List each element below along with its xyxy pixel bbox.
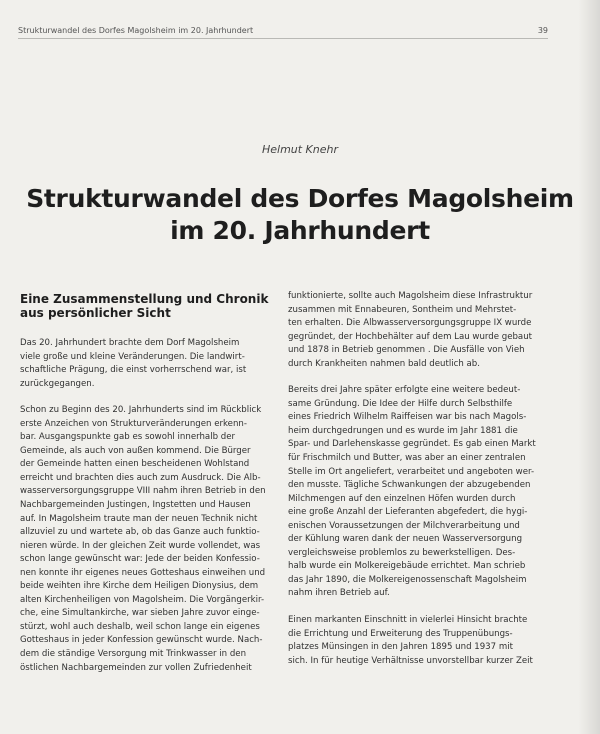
paragraph [288, 290, 552, 371]
text-line: ten erhalten. Die Albwasserversorgungsgruppe IX wurde [288, 318, 532, 329]
author-name: Helmut Knehr [261, 143, 339, 156]
text-line: che, eine Simultankirche, war sieben Jahre zuvor einge- [20, 608, 260, 619]
page-fold-shadow [578, 0, 600, 734]
text-line: same Gründung. Die Idee der Hilfe durch Selbsthilfe [288, 398, 513, 409]
text-line: wasserversorgungsgruppe VIII nahm ihren Betrieb in den [20, 486, 266, 497]
text-line: die Errichtung und Erweiterung des Truppenübungs- [288, 628, 513, 639]
text-line: allzuviel zu und wartete ab, ob das Ganze auch funktio- [20, 527, 260, 538]
text-line: eines Friedrich Wilhelm Raiffeisen war bis nach Magols- [288, 412, 527, 423]
title-line: Strukturwandel des Dorfes Magolsheim [26, 184, 574, 213]
text-line: Bereits drei Jahre später erfolgte eine weitere bedeut- [288, 385, 521, 396]
page-number: 39 [537, 26, 548, 35]
article-title [20, 183, 580, 247]
text-line: Das 20. Jahrhundert brachte dem Dorf Magolsheim [20, 338, 240, 348]
text-line: durch Krankheiten nahmen bald deutlich ab. [288, 358, 480, 369]
title-line: im 20. Jahrhundert [170, 216, 430, 245]
paragraph [288, 614, 552, 668]
paragraph [20, 404, 284, 675]
text-line: alten Kirchenheiligen von Magolsheim. Die Vorgängerkir- [20, 594, 265, 605]
paragraph [20, 337, 284, 391]
text-line: beide weihten ihre Kirche dem Heiligen Dionysius, dem [20, 581, 259, 592]
paragraph [288, 384, 552, 601]
text-line: Stelle im Ort angeliefert, verarbeitet und angeboten wer- [288, 466, 535, 477]
text-line: Nachbargemeinden Justingen, Ingstetten und Hausen [20, 500, 251, 511]
running-head-title: Strukturwandel des Dorfes Magolsheim im 20. Jahrhundert [18, 26, 254, 35]
text-line: zusammen mit Ennabeuren, Sontheim und Mehrstet- [288, 304, 517, 315]
text-line: platzes Münsingen in den Jahren 1895 und 1937 mit [288, 642, 513, 653]
right-column [288, 290, 552, 681]
text-line: den musste. Tägliche Schwankungen der abzugebenden [288, 480, 531, 491]
text-line: schaftliche Prägung, die einst vorherrschend war, ist [20, 365, 247, 376]
text-line: stürzt, wohl auch deshalb, weil schon lange ein eigenes [20, 621, 260, 632]
text-line: Schon zu Beginn des 20. Jahrhunderts sind im Rückblick [20, 405, 262, 416]
subheading-line: aus persönlicher Sicht [20, 306, 171, 320]
section-subheading [20, 292, 284, 320]
text-line: schon lange gewünscht war: Jede der beiden Konfessio- [20, 554, 260, 565]
text-line: erste Anzeichen von Strukturveränderungen erkenn- [20, 418, 247, 429]
text-line: vergleichsweise problemlos zu bewerkstelligen. Des- [288, 547, 516, 558]
text-line: für Frischmilch und Butter, was aber an einer zentralen [288, 453, 526, 464]
text-line: das Jahr 1890, die Molkereigenossenschaft Magolsheim [288, 574, 527, 585]
running-head [18, 26, 548, 39]
text-line: nieren würde. In der gleichen Zeit wurde vollendet, was [20, 540, 261, 551]
text-line: enischen Voraussetzungen der Milchverarbeitung und [288, 520, 520, 531]
text-line: erreicht und brachten dies auch zum Ausdruck. Die Alb- [20, 472, 261, 483]
text-line: Einen markanten Einschnitt in vielerlei Hinsicht brachte [288, 615, 528, 626]
text-line: Milchmengen auf den einzelnen Höfen wurden durch [288, 493, 516, 504]
text-line: gegründet, der Hochbehälter auf dem Lau wurde gebaut [288, 331, 533, 342]
text-line: Gemeinde, als auch von außen kommend. Die Bürger [20, 445, 251, 456]
text-line: auf. In Magolsheim traute man der neuen Technik nicht [20, 513, 258, 524]
text-line: halb wurde ein Molkereigebäude errichtet. Man schrieb [288, 561, 526, 572]
left-column [20, 290, 284, 688]
text-line: nen konnte ihr eigenes neues Gotteshaus einweihen und [20, 567, 266, 578]
text-line: nahm ihren Betrieb auf. [288, 588, 390, 599]
subheading-line: Eine Zusammenstellung und Chronik [20, 292, 269, 306]
text-line: Spar- und Darlehenskasse gegründet. Es gab einen Markt [288, 439, 536, 450]
text-line: der Gemeinde hatten einen bescheidenen Wohlstand [20, 459, 250, 470]
text-line: der Kühlung waren dank der neuen Wasserversorgung [288, 534, 523, 545]
text-line: Gotteshaus in jeder Konfession gewünscht wurde. Nach- [20, 635, 263, 646]
text-line: viele große und kleine Veränderungen. Die landwirt- [20, 351, 245, 362]
text-line: dem die ständige Versorgung mit Trinkwasser in den [20, 649, 247, 660]
text-line: sich. In für heutige Verhältnisse unvorstellbar kurzer Zeit [288, 655, 533, 666]
text-line: heim durchgedrungen und es wurde im Jahr 1881 die [288, 425, 518, 436]
text-line: östlichen Nachbargemeinden zur vollen Zufriedenheit [20, 662, 252, 673]
text-line: und 1878 in Betrieb genommen . Die Ausfälle von Vieh [288, 345, 525, 356]
text-line: eine große Anzahl der Lieferanten abgefedert, die hygi- [288, 507, 528, 518]
text-line: zurückgegangen. [20, 378, 95, 389]
text-line: bar. Ausgangspunkte gab es sowohl innerhalb der [20, 432, 236, 443]
text-line: funktionierte, sollte auch Magolsheim diese Infrastruktur [288, 291, 533, 301]
